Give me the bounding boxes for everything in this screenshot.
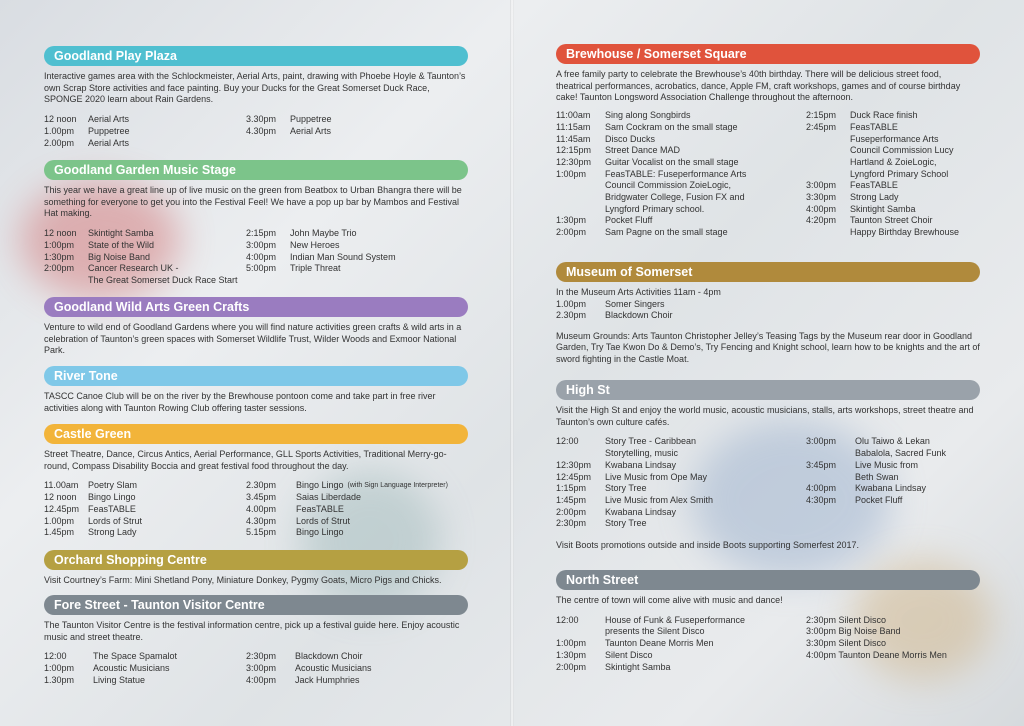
schedule-row [556, 157, 802, 169]
section-header: River Tone [44, 366, 468, 386]
schedule-row [44, 527, 244, 539]
schedule-col-1 [556, 110, 802, 239]
schedule-row [44, 480, 244, 492]
schedule-event: Duck Race finish [850, 110, 918, 121]
schedule-event: Poetry Slam [88, 480, 138, 491]
schedule-event: The Space Spamalot [93, 651, 178, 662]
section-high-st [556, 380, 980, 552]
schedule-col-2 [806, 436, 982, 506]
schedule-time: 3:00pm [246, 663, 277, 674]
schedule-col-1 [556, 615, 802, 674]
schedule-event: Puppetree [88, 125, 130, 136]
schedule-row [246, 651, 468, 663]
schedule-event: Skintight Samba [850, 203, 916, 214]
schedule-event: Olu Taiwo & Lekan [855, 436, 930, 447]
schedule-time: 1:00pm [44, 239, 75, 250]
schedule-event: Storytelling, music [605, 448, 679, 459]
schedule-time: 2:15pm [806, 110, 837, 121]
schedule-event: FeasTABLE [296, 503, 344, 514]
schedule-time: 2.00pm [44, 137, 75, 148]
schedule [44, 114, 468, 150]
schedule-time [806, 448, 855, 460]
schedule-col-1 [44, 114, 244, 149]
section-river-tone [44, 366, 468, 414]
schedule-event: Jack Humphries [295, 674, 360, 685]
section-goodland-garden-music-stage [44, 160, 468, 288]
schedule [44, 651, 468, 687]
schedule-row [806, 145, 982, 157]
schedule-row [556, 650, 802, 662]
schedule-time: 11.00am [44, 480, 79, 491]
schedule-time: 5:00pm [246, 263, 277, 274]
schedule-event: Babalola, Sacred Funk [855, 448, 947, 459]
schedule-col-1 [44, 480, 244, 539]
schedule-row: 3:30pm Silent Disco [806, 638, 887, 649]
schedule [44, 228, 468, 288]
schedule-time: 1.00pm [44, 125, 75, 136]
section-fore-street [44, 595, 468, 687]
schedule-time: 12 noon [44, 492, 77, 503]
schedule-row [44, 675, 244, 687]
schedule-time [806, 227, 850, 239]
schedule-row [44, 114, 244, 126]
schedule [556, 436, 980, 530]
section-description: Venture to wild end of Goodland Gardens where you will find nature activities green crafts & wild arts in a celebration of Taunton’s green spaces with Somerset Wildlife Trust, Wilder Woods and Exmoor National Park. [44, 322, 462, 356]
schedule-event: Live Music from Alex Smith [605, 494, 714, 505]
schedule-row [806, 472, 982, 484]
schedule-time: 1:45pm [556, 494, 587, 505]
schedule-col-2 [246, 228, 468, 275]
schedule-row [556, 662, 802, 674]
schedule-col-2 [246, 480, 468, 539]
schedule-row [556, 472, 802, 484]
schedule-time: 11:15am [556, 121, 591, 132]
schedule-time: 2:30pm [246, 651, 277, 662]
schedule-row [556, 145, 802, 157]
schedule-event: Aerial Arts [290, 125, 332, 136]
schedule-row [556, 122, 802, 134]
schedule-row [44, 228, 254, 240]
schedule-time: 5.15pm [246, 527, 277, 538]
schedule-row [246, 240, 468, 252]
schedule-time: 3:30pm [806, 192, 837, 203]
schedule-time: 4:30pm [806, 494, 837, 505]
schedule-event: Pocket Fluff [855, 494, 903, 505]
schedule-event: Taunton Street Choir [850, 215, 933, 226]
schedule-event: Kwabana Lindsay [605, 459, 677, 470]
schedule-time: 2:00pm [556, 661, 587, 672]
schedule-time: 4:00pm [806, 203, 837, 214]
schedule-col-1 [44, 228, 254, 287]
schedule-event: New Heroes [290, 239, 340, 250]
schedule-time: 1.30pm [44, 674, 75, 685]
schedule-event: FeasTABLE [850, 121, 898, 132]
schedule-time: 12 noon [44, 114, 77, 125]
schedule-event: Living Statue [93, 674, 146, 685]
section-goodland-wild-arts [44, 297, 468, 357]
schedule-time: 3:45pm [806, 459, 837, 470]
schedule-event: FeasTABLE [88, 503, 136, 514]
schedule-time: 2:00pm [44, 263, 75, 274]
schedule-row [44, 126, 244, 138]
schedule-time: 2:15pm [246, 228, 277, 239]
schedule-event: Bingo Lingo [88, 492, 136, 503]
schedule-row [556, 110, 802, 122]
section-brewhouse [556, 44, 980, 240]
schedule-event: Triple Threat [290, 263, 341, 274]
schedule-time: 2:45pm [806, 121, 837, 132]
schedule-event: Bridgwater College, Fusion FX and [605, 192, 745, 203]
schedule-row [246, 663, 468, 675]
schedule-row [246, 252, 468, 264]
schedule-row [806, 495, 982, 507]
schedule-event: Guitar Vocalist on the small stage [605, 156, 739, 167]
schedule-col-1 [556, 436, 802, 530]
section-description: Museum Grounds: Arts Taunton Christopher Jelley’s Teasing Tags by the Museum rear door in Goodland Garden, Try Tae Kwon Do & Demo’s, Try Fencing and Knight school, learn how to be knights and the art of sword fighting in the Castle Moat. [556, 330, 980, 365]
schedule-row [246, 527, 468, 539]
schedule-event: Hartland & ZoieLogic, [850, 156, 937, 167]
schedule-row [44, 240, 254, 252]
schedule-time: 4:00pm [246, 674, 277, 685]
section-description: Street Theatre, Dance, Circus Antics, Aerial Performance, GLL Sports Activities, Traditional Merry-go-round, Compass Disability Boccia and great festival food throughout the day. [44, 449, 447, 471]
schedule [556, 110, 980, 240]
schedule-col-1 [556, 299, 796, 322]
high-st-footer: Visit Boots promotions outside and inside Boots supporting Somerfest 2017. [556, 540, 860, 551]
schedule-time: 2.30pm [556, 310, 587, 321]
schedule-event: Sing along Songbirds [605, 110, 691, 121]
schedule-event: Indian Man Sound System [290, 251, 396, 262]
schedule-row [44, 663, 244, 675]
schedule-time: 4.30pm [246, 125, 277, 136]
schedule-time: 12:45pm [556, 471, 592, 482]
schedule-row [556, 227, 802, 239]
schedule [556, 299, 980, 323]
section-header: Goodland Garden Music Stage [44, 160, 468, 180]
schedule-row [806, 448, 982, 460]
schedule-row: 3:00pm Big Noise Band [806, 626, 901, 637]
section-description: The Taunton Visitor Centre is the festival information centre, pick up a festival guide here. Enjoy acoustic music and street theatre. [44, 620, 460, 642]
section-header: Brewhouse / Somerset Square [556, 44, 980, 64]
section-castle-green [44, 424, 468, 540]
schedule-time: 3:00pm [806, 436, 837, 447]
schedule-row [44, 138, 244, 150]
section-description: Visit the High St and enjoy the world music, acoustic musicians, stalls, arts workshops, street theatre and Taunton’s own culture cafés. [556, 405, 974, 427]
schedule-event: Skintight Samba [88, 228, 154, 239]
schedule-time [806, 134, 850, 146]
schedule-time: 1:30pm [44, 251, 75, 262]
schedule-time: 12.45pm [44, 503, 80, 514]
schedule-event: Taunton Deane Morris Men [605, 638, 714, 649]
schedule-time: 11:45am [556, 133, 591, 144]
schedule-event: Council Commission ZoieLogic, [605, 180, 732, 191]
section-header: Fore Street - Taunton Visitor Centre [44, 595, 468, 615]
schedule-time: 12 noon [44, 228, 77, 239]
schedule-time: 1.00pm [556, 298, 587, 309]
schedule-time [806, 157, 850, 169]
schedule-row [44, 516, 244, 528]
schedule-event: Story Tree - Caribbean [605, 436, 697, 447]
schedule-event: Lyngford Primary school. [605, 203, 705, 214]
schedule-event: presents the Silent Disco [605, 626, 705, 637]
schedule-event: Story Tree [605, 483, 647, 494]
schedule [44, 480, 468, 540]
section-museum-of-somerset [556, 262, 980, 366]
schedule-row [556, 299, 796, 311]
schedule-time [556, 626, 605, 638]
schedule-event: FeasTABLE: Fuseperformance Arts [605, 168, 747, 179]
schedule-event: John Maybe Trio [290, 228, 357, 239]
schedule-event: Live Music from Ope May [605, 471, 708, 482]
schedule-event: Kwabana Lindsay [605, 506, 677, 517]
schedule-time: 3:00pm [806, 180, 837, 191]
schedule-event: Sam Pagne on the small stage [605, 227, 728, 238]
schedule-row [806, 180, 982, 192]
schedule-row [806, 122, 982, 134]
schedule-row [246, 675, 468, 687]
schedule-time: 4:00pm [246, 251, 277, 262]
section-header: Goodland Wild Arts Green Crafts [44, 297, 468, 317]
schedule-row [806, 204, 982, 216]
schedule-event: Big Noise Band [88, 251, 151, 262]
schedule-col-2 [246, 651, 468, 686]
section-header: North Street [556, 570, 980, 590]
schedule-row [246, 480, 468, 492]
section-header: Castle Green [44, 424, 468, 444]
schedule-row [246, 114, 466, 126]
section-header: High St [556, 380, 980, 400]
section-goodland-play-plaza [44, 46, 468, 150]
schedule-event: Bingo Lingo [296, 527, 344, 538]
schedule-event: Silent Disco [605, 649, 653, 660]
section-orchard-shopping-centre [44, 550, 468, 587]
schedule-event: Lords of Strut [88, 515, 143, 526]
schedule-col-2 [806, 110, 982, 239]
schedule-time [44, 275, 88, 287]
section-header: Goodland Play Plaza [44, 46, 468, 66]
schedule-event: Fuseperformance Arts [850, 133, 939, 144]
schedule-row [556, 483, 802, 495]
schedule-event: Blackdown Choir [295, 651, 363, 662]
schedule-time: 12:00 [556, 614, 579, 625]
schedule-time: 4:00pm [806, 483, 837, 494]
schedule-col-2 [806, 615, 982, 662]
schedule-time: 3.30pm [246, 114, 277, 125]
schedule-row [556, 615, 802, 627]
section-description: Visit Courtney’s Farm: Mini Shetland Pony, Miniature Donkey, Pygmy Goats, Micro Pigs and Chicks. [44, 575, 442, 585]
schedule-row [44, 651, 244, 663]
schedule-row [556, 215, 802, 227]
schedule-event: Aerial Arts [88, 137, 130, 148]
schedule-time: 1.45pm [44, 527, 75, 538]
schedule-time: 1:00pm [556, 168, 587, 179]
schedule-row [556, 192, 802, 204]
schedule-row [806, 192, 982, 204]
schedule-event: Happy Birthday Brewhouse [850, 227, 960, 238]
schedule-time: 1:00pm [556, 638, 587, 649]
schedule-event: Pocket Fluff [605, 215, 653, 226]
schedule-time: 2:30pm [556, 518, 587, 529]
schedule-row [806, 134, 982, 146]
schedule-note: (with Sign Language Interpreter) [347, 482, 448, 490]
schedule-time: 4.30pm [246, 515, 277, 526]
schedule-time [556, 180, 605, 192]
section-description: Interactive games area with the Schlockmeister, Aerial Arts, paint, drawing with Phoebe Hoyle & Taunton’s own Scrap Store activities and face painting. Buy your Ducks for the Great Somerset Duck Race, SPONGE 2020 learn about Rain Gardens. [44, 71, 466, 105]
section-header: Orchard Shopping Centre [44, 550, 468, 570]
schedule-event: Beth Swan [855, 471, 899, 482]
schedule-col-1 [44, 651, 244, 686]
schedule-row [44, 504, 244, 516]
schedule-time: 1:30pm [556, 649, 587, 660]
schedule-event: Council Commission Lucy [850, 145, 954, 156]
schedule-row [556, 626, 802, 638]
schedule-row [556, 448, 802, 460]
schedule-event: Acoustic Musicians [93, 663, 170, 674]
schedule-time: 2.30pm [246, 480, 277, 491]
schedule-event: Bingo Lingo [296, 480, 344, 491]
schedule-row [806, 215, 982, 227]
schedule-col-2 [246, 114, 466, 137]
schedule-time: 12:30pm [556, 156, 592, 167]
section-description: This year we have a great line up of live music on the green from Beatbox to Urban Bhangra there will be something for everyone to get you into the Festival Feel! We have a pop up bar by Mambos and Festival Hat making. [44, 185, 462, 219]
schedule-event: State of the Wild [88, 239, 155, 250]
section-north-street [556, 570, 980, 675]
schedule-time: 12:30pm [556, 459, 592, 470]
schedule-row: 2:30pm Silent Disco [806, 614, 887, 625]
schedule-row: 4:00pm Taunton Deane Morris Men [806, 649, 947, 660]
section-description: TASCC Canoe Club will be on the river by the Brewhouse pontoon come and take part in free river activities along with Taunton Rowing Club offering taster sessions. [44, 391, 436, 413]
schedule-row [556, 134, 802, 146]
section-header: Museum of Somerset [556, 262, 980, 282]
schedule-row [246, 492, 468, 504]
schedule-row [246, 516, 468, 528]
schedule-row [806, 460, 982, 472]
schedule-time: 12:00 [556, 436, 579, 447]
schedule-time: 11:00am [556, 110, 591, 121]
schedule-row [806, 483, 982, 495]
schedule-time: 2:00pm [556, 227, 587, 238]
schedule-event: Disco Ducks [605, 133, 656, 144]
schedule-row [556, 518, 802, 530]
schedule-event: Saias Liberdade [296, 492, 362, 503]
schedule-event: Lyngford Primary School [850, 168, 949, 179]
schedule-time: 1:30pm [556, 215, 587, 226]
schedule-row [556, 460, 802, 472]
schedule-row [806, 157, 982, 169]
section-description: The centre of town will come alive with music and dance! [556, 595, 783, 605]
schedule-row [246, 263, 468, 275]
schedule-row [44, 263, 254, 275]
schedule-row [44, 492, 244, 504]
schedule-event: Blackdown Choir [605, 310, 673, 321]
schedule-row [44, 252, 254, 264]
schedule-event: Skintight Samba [605, 661, 671, 672]
schedule-event: Cancer Research UK - [88, 263, 179, 274]
schedule-time: 1:00pm [44, 663, 75, 674]
schedule-event: Story Tree [605, 518, 647, 529]
schedule-row [556, 507, 802, 519]
schedule-row [556, 495, 802, 507]
schedule-event: Aerial Arts [88, 114, 130, 125]
schedule-time [556, 192, 605, 204]
schedule-time: 4.00pm [246, 503, 277, 514]
schedule-time [806, 169, 850, 181]
schedule-row [556, 310, 796, 322]
schedule-time: 12:00 [44, 651, 67, 662]
schedule-event: Puppetree [290, 114, 332, 125]
right-page [512, 0, 1024, 726]
schedule-time [806, 145, 850, 157]
schedule-row [556, 436, 802, 448]
schedule-row [806, 436, 982, 448]
schedule-row [246, 228, 468, 240]
schedule-event: Kwabana Lindsay [855, 483, 927, 494]
schedule-row [246, 504, 468, 516]
schedule-event: House of Funk & Fuseperformance [605, 614, 746, 625]
schedule-event: The Great Somerset Duck Race Start [88, 274, 238, 285]
schedule-row [556, 180, 802, 192]
schedule-time: 12:15pm [556, 145, 592, 156]
schedule-time: 3:00pm [246, 239, 277, 250]
schedule-row [44, 275, 254, 287]
schedule-row [246, 126, 466, 138]
schedule-time: 1.00pm [44, 515, 75, 526]
schedule [556, 615, 980, 675]
schedule-event: Lords of Strut [296, 515, 351, 526]
schedule-event: FeasTABLE [850, 180, 898, 191]
schedule-time [806, 472, 855, 484]
schedule-row [556, 169, 802, 181]
schedule-row [556, 204, 802, 216]
schedule-event: Somer Singers [605, 298, 665, 309]
schedule-event: Strong Lady [850, 192, 899, 203]
museum-intro: In the Museum Arts Activities 11am - 4pm [556, 287, 721, 297]
schedule-row [556, 638, 802, 650]
schedule-row [806, 169, 982, 181]
schedule-time: 2:00pm [556, 506, 587, 517]
schedule-event: Acoustic Musicians [295, 663, 372, 674]
schedule-time [556, 204, 605, 216]
schedule-row [806, 227, 982, 239]
section-description: A free family party to celebrate the Brewhouse’s 40th birthday. There will be delicious street food, theatrical performances, acrobatics, dance, Apple FM, craft workshops, games and of course birthday cake! Taunton Longsword Association Challenge throughout the afternoon. [556, 69, 961, 103]
schedule-time [556, 448, 605, 460]
schedule-event: Live Music from [855, 459, 919, 470]
schedule-time: 3.45pm [246, 492, 277, 503]
schedule-time: 4:20pm [806, 215, 837, 226]
schedule-event: Street Dance MAD [605, 145, 681, 156]
schedule-event: Sam Cockram on the small stage [605, 121, 738, 132]
schedule-time: 1:15pm [556, 483, 587, 494]
schedule-row [806, 110, 982, 122]
schedule-event: Strong Lady [88, 527, 137, 538]
